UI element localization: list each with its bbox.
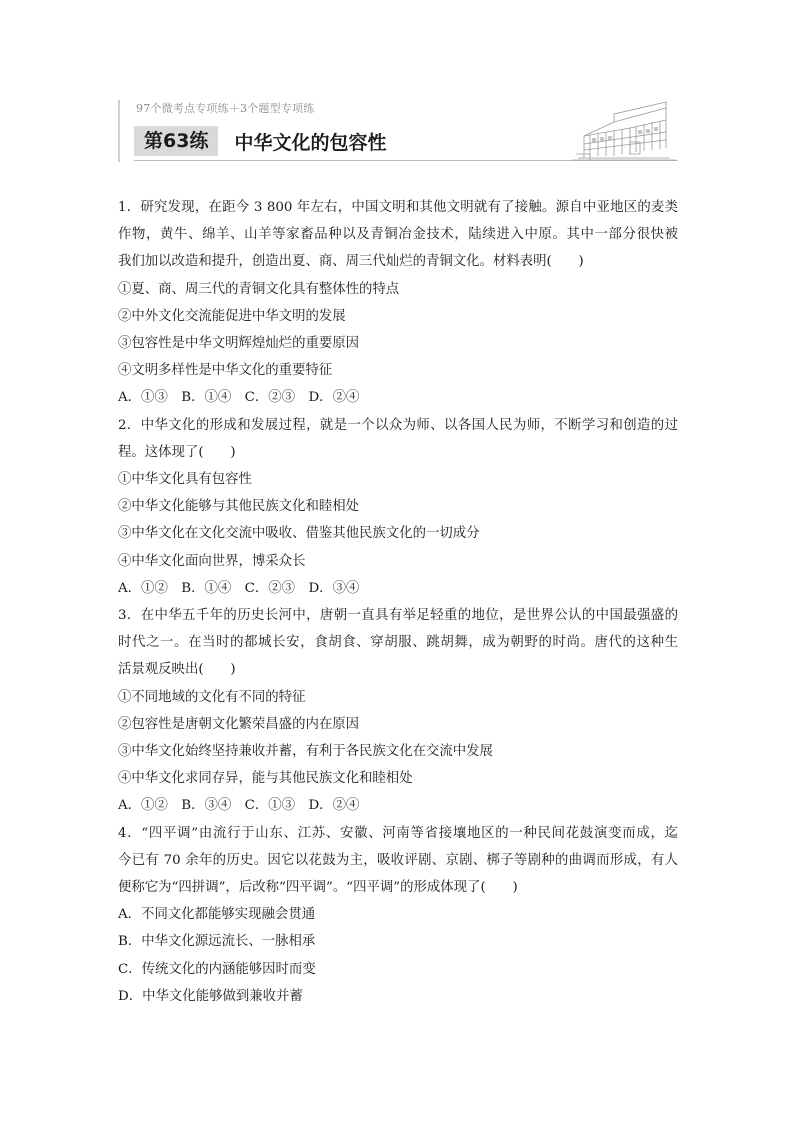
question-item: ①中华文化具有包容性 — [118, 472, 252, 488]
lesson-number-badge: 第63练 — [134, 126, 218, 156]
question-item: ②中外文化交流能促进中华文明的发展 — [118, 308, 346, 324]
question-item: ②中华文化能够与其他民族文化和睦相处 — [118, 499, 360, 515]
lesson-title: 中华文化的包容性 — [234, 131, 387, 154]
lesson-title-bar — [134, 126, 386, 156]
question-2 — [118, 412, 678, 602]
header-divider — [118, 100, 120, 162]
question-item: ④中华文化求同存异，能与其他民族文化和睦相处 — [118, 771, 413, 787]
question-stem-line: 3．在中华五千年的历史长河中，唐朝一直具有举足轻重的地位，是世界公认的中国最强盛的 — [118, 608, 678, 624]
question-stem-line: 1．研究发现，在距今 3 800 年左右，中国文明和其他文明就有了接触。源自中亚地区的麦类 — [118, 200, 678, 215]
question-stem-line: 时代之一。在当时的都城长安，食胡食、穿胡服、跳胡舞，成为朝野的时尚。唐代的这种生 — [118, 635, 678, 651]
answer-options: A．①② B．③④ C．①③ D．②④ — [118, 798, 360, 814]
question-item: ③中华文化在文化交流中吸收、借鉴其他民族文化的一切成分 — [118, 526, 480, 542]
question-item: ③中华文化始终坚持兼收并蓄，有利于各民族文化在交流中发展 — [118, 744, 493, 760]
answer-option: C．传统文化的内涵能够因时而变 — [118, 961, 316, 977]
answer-option: A．不同文化都能够实现融会贯通 — [118, 907, 316, 923]
question-stem-line: 今已有 70 余年的历史。因它以花鼓为主，吸收评剧、京剧、梆子等剧种的曲调而形成，有人 — [118, 852, 678, 868]
question-item: ③包容性是中华文明辉煌灿烂的重要原因 — [118, 336, 360, 352]
question-item: ④文明多样性是中华文化的重要特征 — [118, 363, 333, 379]
question-stem-line: 程。这体现了( ) — [118, 444, 236, 460]
answer-option: D．中华文化能够做到兼收并蓄 — [118, 988, 303, 1004]
question-stem-line: 便称它为“四拼调”，后改称“四平调”。“四平调”的形成体现了( ) — [118, 880, 518, 896]
building-illustration-icon — [570, 96, 678, 162]
question-stem-line: 2．中华文化的形成和发展过程，就是一个以众为师、以各国人民为师，不断学习和创造的过 — [118, 417, 678, 433]
page-header — [118, 96, 678, 168]
question-stem-line: 4．“四平调”由流行于山东、江苏、安徽、河南等省接壤地区的一种民间花鼓演变而成，迄 — [118, 825, 678, 841]
question-4 — [118, 820, 678, 1010]
answer-options: A．①③ B．①④ C．②③ D．②④ — [118, 390, 360, 406]
question-stem-line: 活景观反映出( ) — [118, 662, 236, 678]
answer-options: A．①② B．①④ C．②③ D．③④ — [118, 580, 360, 596]
question-item: ④中华文化面向世界，博采众长 — [118, 553, 306, 569]
question-list — [118, 194, 678, 1010]
question-stem-line: 作物，黄牛、绵羊、山羊等家畜品种以及青铜冶金技术，陆续进入中原。其中一部分很快被 — [118, 227, 678, 243]
question-item: ②包容性是唐朝文化繁荣昌盛的内在原因 — [118, 716, 360, 732]
question-3 — [118, 602, 678, 820]
answer-option: B．中华文化源远流长、一脉相承 — [118, 934, 316, 950]
question-1 — [118, 194, 678, 412]
question-item: ①夏、商、周三代的青铜文化具有整体性的特点 — [118, 281, 400, 297]
question-stem-line: 我们加以改造和提升，创造出夏、商、周三代灿烂的青铜文化。材料表明( ) — [118, 254, 584, 270]
question-item: ①不同地域的文化有不同的特征 — [118, 689, 306, 705]
header-subtitle: 97个微考点专项练＋3个题型专项练 — [136, 102, 315, 115]
